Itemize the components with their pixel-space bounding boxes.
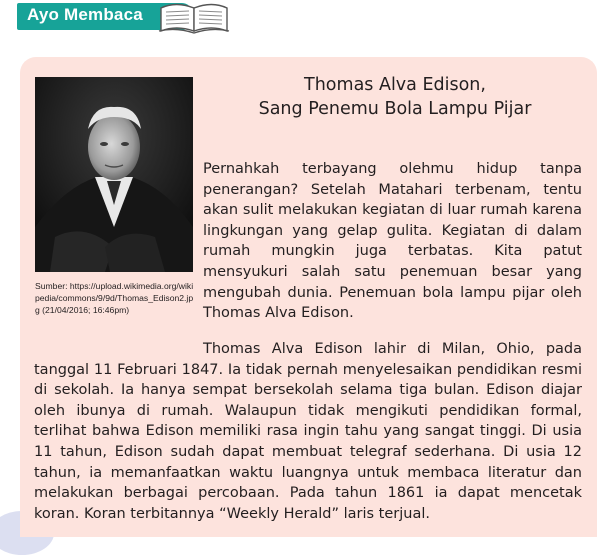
title-line-2: Sang Penemu Bola Lampu Pijar (258, 99, 532, 119)
paragraph-2: Thomas Alva Edison lahir di Milan, Ohio, pada tanggal 11 Februari 1847. Ia tidak pernah menyelesaikan pendidikan resmi di sekolah. Ia hanya sempat bersekolah selama tiga bulan. Edison diajar oleh ibunya di rumah. Walaupun tidak mengikuti pendidikan formal, terlihat bahwa Edison memiliki rasa ingin tahu yang sangat tinggi. Di usia 11 tahun, Edison sudah dapat membuat telegraf sederhana. Di usia 12 tahun, ia memanfaatkan waktu luangnya untuk membaca literatur dan melakukan berbagai percobaan. Pada tahun 1861 ia dapat mencetak koran. Koran terbitannya “Weekly Herald” laris terjual. (34, 341, 582, 522)
open-book-icon (156, 0, 232, 34)
paragraph-1: Pernahkah terbayang olehmu hidup tanpa penerangan? Setelah Matahari terbenam, tentu akan sulit melakukan kegiatan di luar rumah karena lingkungan yang gelap gulita. Kegiatan di dalam rumah mungkin juga terbatas. Kita patut mensyukuri salah satu penemuan besar yang mengubah dunia. Penemuan bola lampu pijar oleh Thomas Alva Edison. (203, 161, 582, 322)
title-line-1: Thomas Alva Edison, (304, 75, 486, 95)
edison-photo (35, 77, 193, 272)
article-title (245, 73, 545, 121)
section-label: Ayo Membaca (27, 5, 143, 24)
photo-caption: Sumber: https://upload.wikimedia.org/wikipedia/commons/9/9d/Thomas_Edison2.jpg (21/04/2016; 16:46pm) (35, 281, 194, 315)
